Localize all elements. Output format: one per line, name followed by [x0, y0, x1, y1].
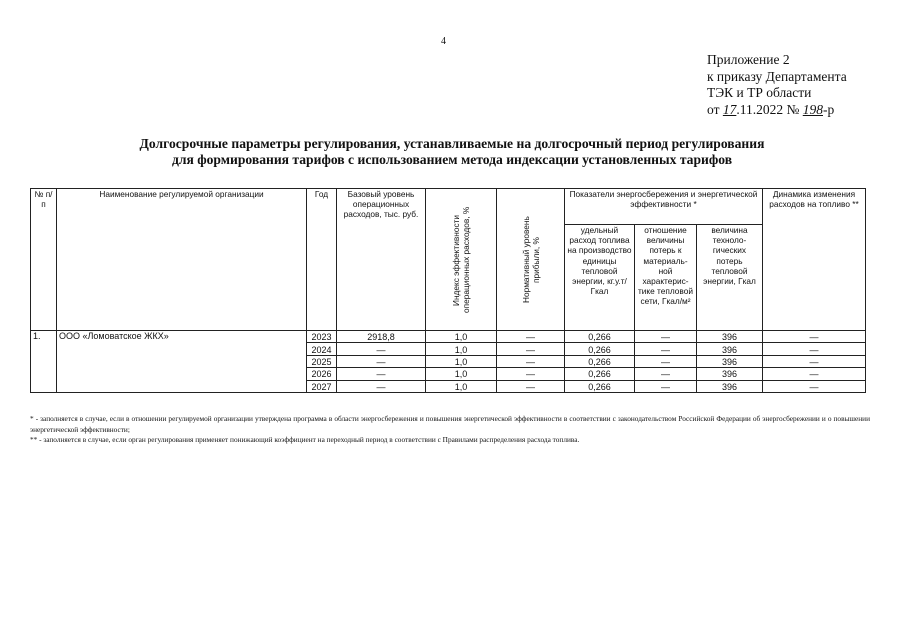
cell-dynamics: —	[763, 331, 866, 343]
header-num: № п/п	[31, 189, 57, 331]
header-fuel-dynamics: Динамика изменения расходов на топливо **	[763, 189, 866, 331]
cell-fuel: 0,266	[565, 380, 635, 392]
cell-profit: —	[497, 343, 565, 355]
header-fuel-rate: удельный расход топлива на производство единицы тепловой энергии, кг.у.т/Гкал	[565, 225, 635, 331]
cell-profit: —	[497, 331, 565, 343]
footnote-1: * - заполняется в случае, если в отношении регулируемой организации утверждена программа в области энергосбережения и повышения энергетической эффективности в соответствии с законодательством Российской Федерации об энергосбережении и о повышении энергетической эффективности;	[30, 414, 870, 434]
header-year: Год	[307, 189, 337, 331]
cell-fuel: 0,266	[565, 343, 635, 355]
cell-index: 1,0	[426, 380, 497, 392]
cell-index: 1,0	[426, 368, 497, 380]
title-line-1: Долгосрочные параметры регулирования, устанавливаемые на долгосрочный период регулирования	[139, 136, 765, 151]
cell-base: —	[337, 368, 426, 380]
footnote-2: ** - заполняется в случае, если орган регулирования применяет понижающий коэффициент на переходный период в соответствии с Правилами распределения расхода топлива.	[30, 435, 580, 444]
appendix-line-3: ТЭК и ТР области	[707, 85, 812, 100]
appendix-date-line	[707, 102, 847, 119]
header-loss-ratio: отношение величины потерь к материаль-ной характерис-тике тепловой сети, Гкал/м²	[635, 225, 697, 331]
order-suffix: -р	[823, 101, 835, 117]
cell-losses: 396	[697, 380, 763, 392]
cell-year: 2024	[307, 343, 337, 355]
title-line-2: для формирования тарифов с использованием метода индексации установленных тарифов	[171, 152, 733, 167]
cell-base: —	[337, 355, 426, 367]
date-prefix: от	[707, 101, 723, 117]
cell-dynamics: —	[763, 355, 866, 367]
cell-index: 1,0	[426, 355, 497, 367]
appendix-block	[707, 52, 847, 118]
header-profit-level	[497, 189, 565, 331]
cell-base: —	[337, 380, 426, 392]
cell-year: 2026	[307, 368, 337, 380]
cell-year: 2023	[307, 331, 337, 343]
cell-dynamics: —	[763, 380, 866, 392]
date-rest: .11.2022 №	[736, 101, 803, 117]
header-indicators: Показатели энергосбережения и энергетической эффективности *	[565, 189, 763, 225]
organization-name: ООО «Ломоватское ЖКХ»	[57, 331, 307, 393]
header-base-costs: Базовый уровень операционных расходов, тыс. руб.	[337, 189, 426, 331]
document-title	[40, 136, 864, 168]
cell-index: 1,0	[426, 343, 497, 355]
header-tech-losses: величина техноло-гических потерь тепловой энергии, Гкал	[697, 225, 763, 331]
cell-profit: —	[497, 380, 565, 392]
cell-ratio: —	[635, 368, 697, 380]
cell-losses: 396	[697, 343, 763, 355]
row-index: 1.	[31, 331, 57, 393]
cell-fuel: 0,266	[565, 368, 635, 380]
footnotes	[30, 414, 870, 446]
cell-base: 2918,8	[337, 331, 426, 343]
cell-losses: 396	[697, 368, 763, 380]
page-number: 4	[441, 36, 446, 47]
cell-dynamics: —	[763, 368, 866, 380]
cell-year: 2025	[307, 355, 337, 367]
cell-ratio: —	[635, 380, 697, 392]
cell-fuel: 0,266	[565, 331, 635, 343]
order-number: 198	[802, 101, 823, 117]
header-efficiency-index	[426, 189, 497, 331]
cell-ratio: —	[635, 355, 697, 367]
date-day: 17	[722, 101, 737, 117]
header-org: Наименование регулируемой организации	[57, 189, 307, 331]
cell-fuel: 0,266	[565, 355, 635, 367]
cell-base: —	[337, 343, 426, 355]
cell-losses: 396	[697, 331, 763, 343]
cell-losses: 396	[697, 355, 763, 367]
cell-ratio: —	[635, 331, 697, 343]
header-efficiency-index-text: Индекс эффективности операционных расходов, %	[451, 206, 471, 313]
cell-profit: —	[497, 368, 565, 380]
cell-year: 2027	[307, 380, 337, 392]
cell-dynamics: —	[763, 343, 866, 355]
cell-index: 1,0	[426, 331, 497, 343]
table-row	[31, 331, 866, 343]
appendix-line-2: к приказу Департамента	[707, 68, 847, 84]
appendix-line-1: Приложение 2	[707, 52, 790, 67]
header-profit-level-text: Нормативный уровень прибыли, %	[520, 216, 541, 303]
cell-ratio: —	[635, 343, 697, 355]
cell-profit: —	[497, 355, 565, 367]
parameters-table	[30, 188, 866, 393]
